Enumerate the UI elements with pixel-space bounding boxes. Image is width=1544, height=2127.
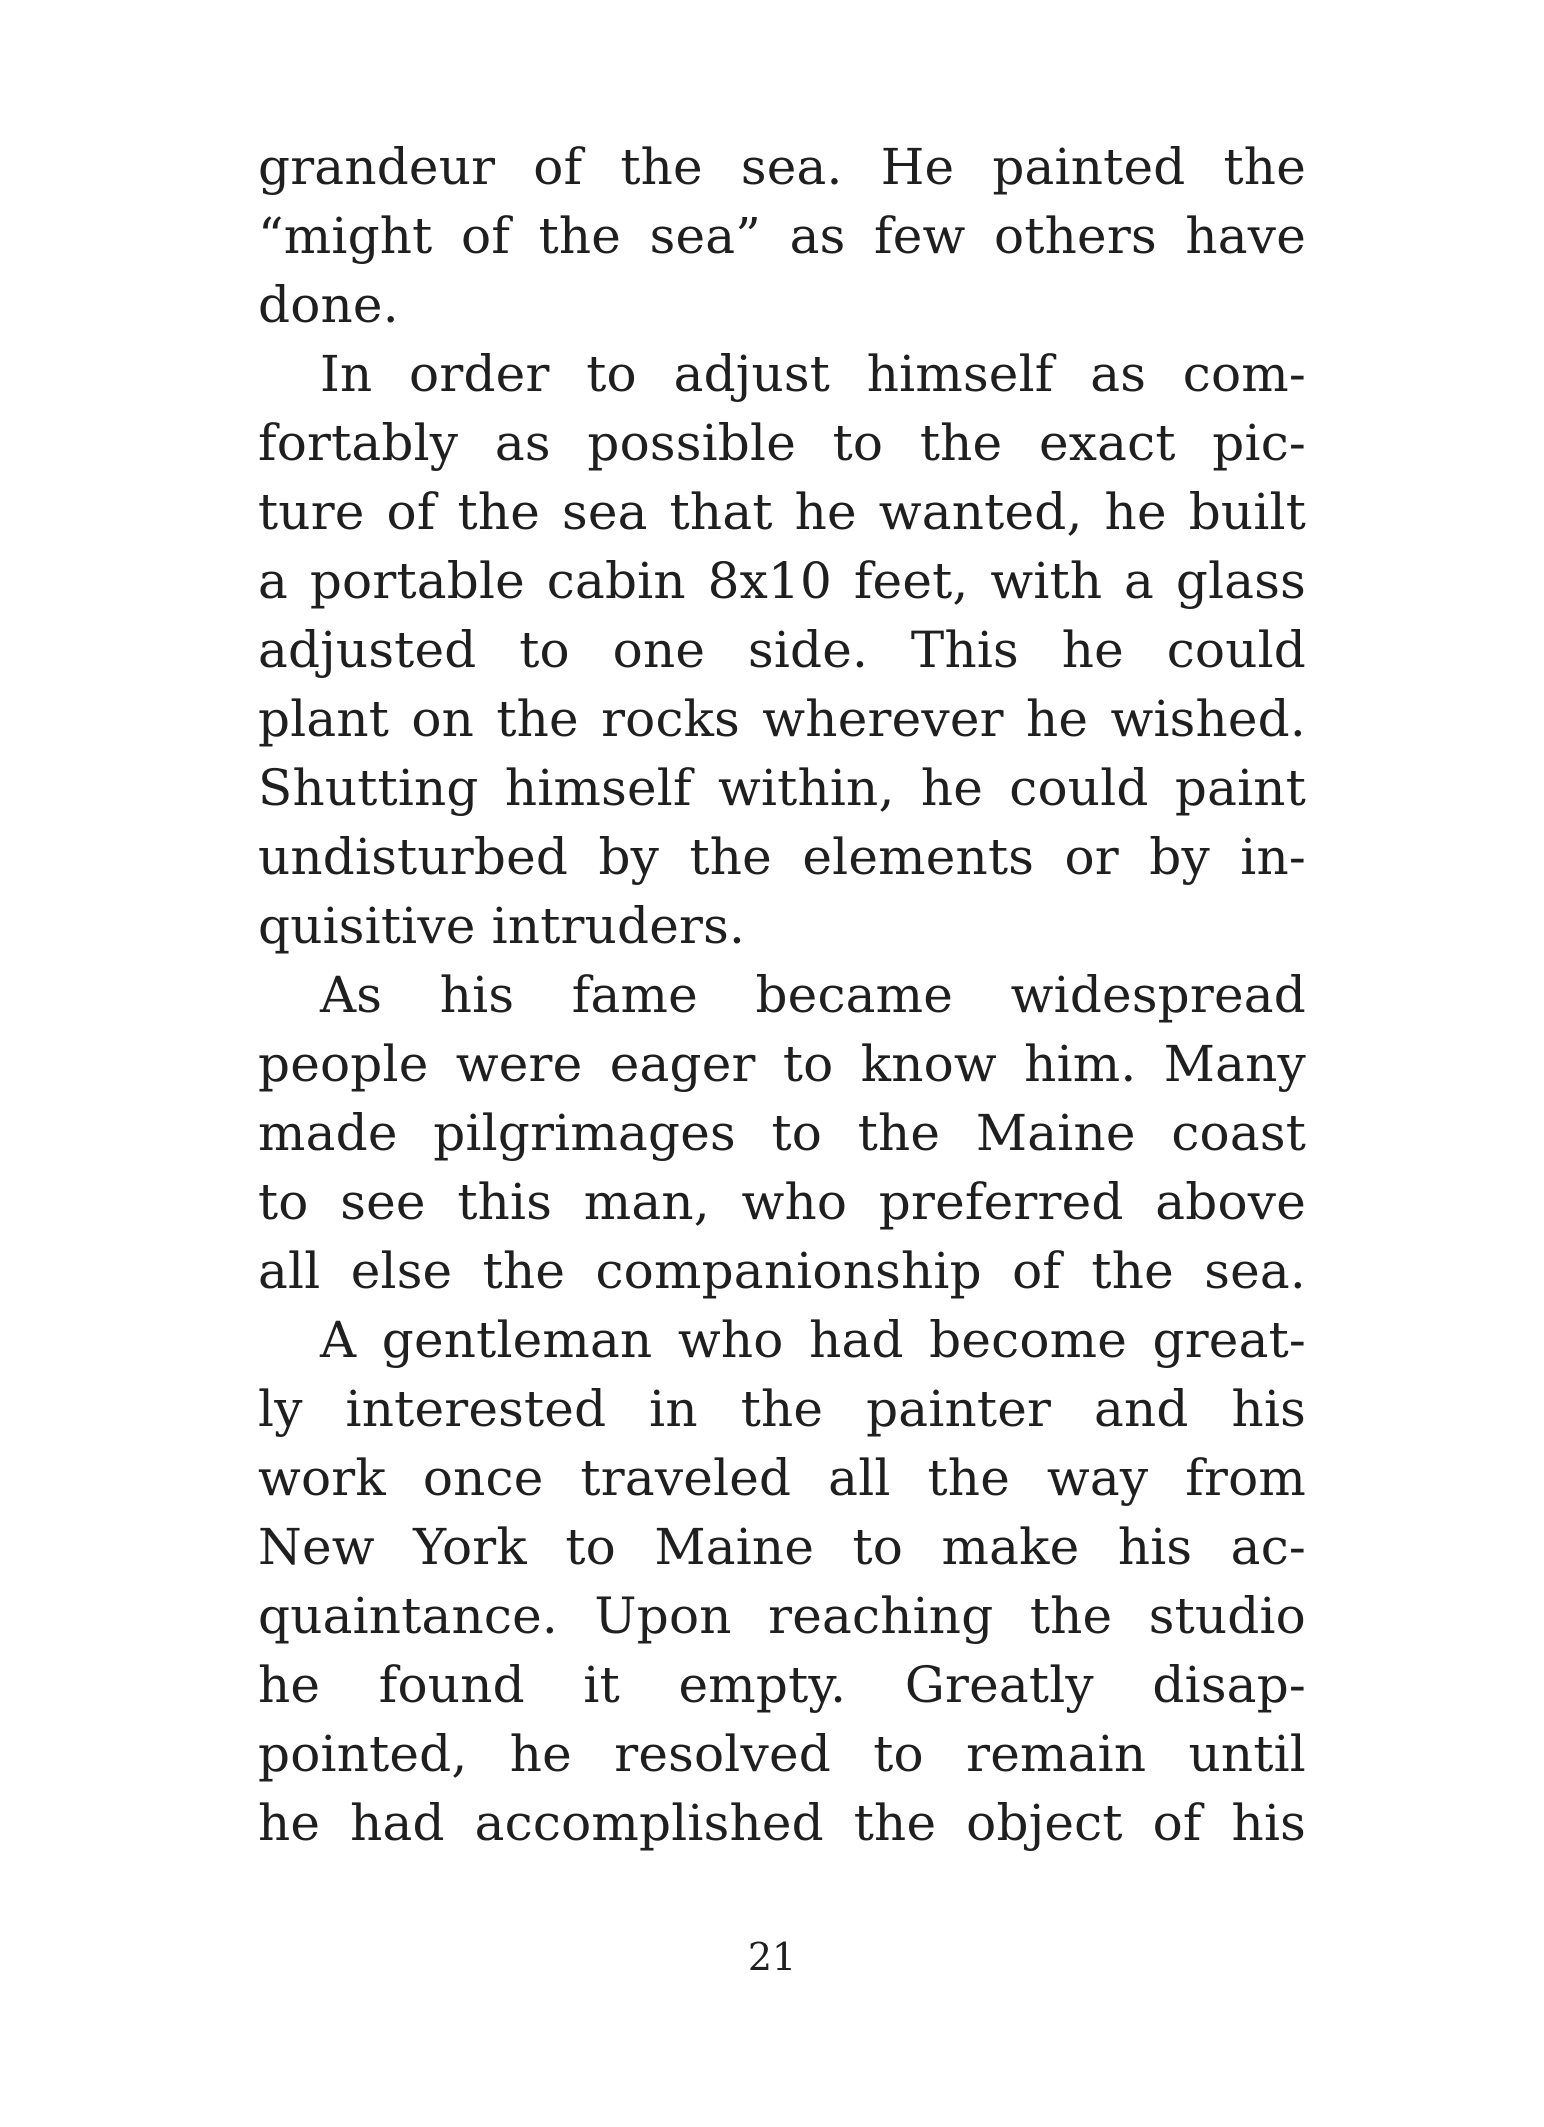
text-line: he had accomplished the object of his (258, 1794, 1306, 1852)
text-line: grandeur of the sea. He painted the (258, 138, 1306, 196)
text-line: As his fame became widespread (320, 966, 1306, 1024)
text-line: ture of the sea that he wanted, he built (258, 483, 1306, 541)
text-line: a portable cabin 8x10 feet, with a glass (258, 552, 1306, 610)
text-line: ly interested in the painter and his (258, 1380, 1306, 1438)
text-line: New York to Maine to make his ac- (258, 1518, 1306, 1576)
text-line: plant on the rocks wherever he wished. (258, 690, 1306, 748)
text-line: work once traveled all the way from (258, 1449, 1306, 1507)
text-line: quaintance. Upon reaching the studio (258, 1587, 1306, 1645)
text-line: undisturbed by the elements or by in- (258, 828, 1306, 886)
page-number: 21 (747, 1935, 797, 1979)
text-line: Shutting himself within, he could paint (258, 759, 1306, 817)
body-text (258, 133, 1306, 1858)
text-line: fortably as possible to the exact pic- (258, 414, 1306, 472)
text-line: “might of the sea” as few others have (258, 207, 1306, 265)
text-line: people were eager to know him. Many (258, 1035, 1306, 1093)
text-line: done. (258, 276, 399, 334)
text-line: A gentleman who had become great- (320, 1311, 1306, 1369)
text-line: all else the companionship of the sea. (258, 1242, 1306, 1300)
text-line: made pilgrimages to the Maine coast (258, 1104, 1306, 1162)
text-line: adjusted to one side. This he could (258, 621, 1306, 679)
text-line: In order to adjust himself as com- (320, 345, 1306, 403)
text-line: quisitive intruders. (258, 897, 746, 955)
text-line: he found it empty. Greatly disap- (258, 1656, 1306, 1714)
text-line: pointed, he resolved to remain until (258, 1725, 1306, 1783)
text-line: to see this man, who preferred above (258, 1173, 1306, 1231)
